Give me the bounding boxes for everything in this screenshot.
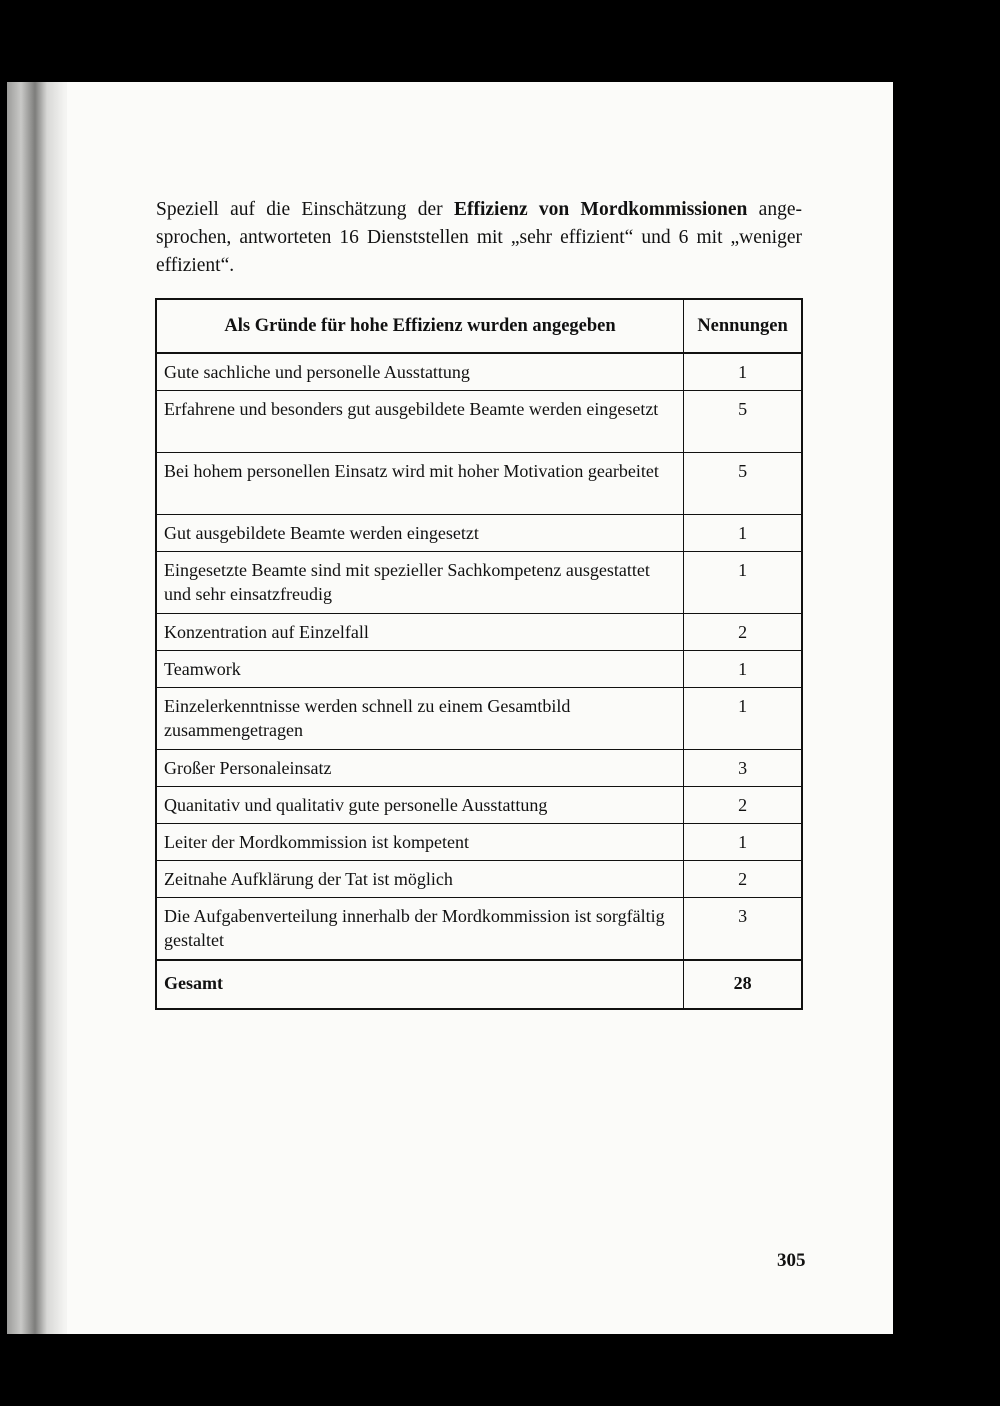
- reason-cell: Gut ausgebildete Beamte werden eingesetzt: [156, 515, 684, 552]
- reason-cell: Großer Personaleinsatz: [156, 750, 684, 787]
- table-row: [156, 353, 802, 391]
- table-row: [156, 824, 802, 861]
- header-reason: Als Gründe für hohe Effizienz wurden angegeben: [156, 299, 684, 353]
- reason-cell: Zeitnahe Aufklärung der Tat ist möglich: [156, 861, 684, 898]
- reason-cell: Einzelerkenntnisse werden schnell zu einem Gesamtbild zusammengetragen: [156, 688, 684, 750]
- table-row: [156, 552, 802, 614]
- table-row: [156, 391, 802, 453]
- count-cell: 1: [684, 688, 802, 750]
- reason-cell: Teamwork: [156, 651, 684, 688]
- table-row: [156, 515, 802, 552]
- count-cell: 5: [684, 391, 802, 453]
- table-row: [156, 898, 802, 961]
- page-number: 305: [777, 1250, 806, 1271]
- count-cell: 2: [684, 787, 802, 824]
- header-count: Nennungen: [684, 299, 802, 353]
- total-label: Gesamt: [156, 960, 684, 1009]
- reason-cell: Bei hohem personellen Einsatz wird mit hoher Motivation gearbeitet: [156, 453, 684, 515]
- intro-text-start: Speziell auf die Einschätzung der: [156, 199, 454, 220]
- count-cell: 2: [684, 861, 802, 898]
- table-row: [156, 861, 802, 898]
- reason-cell: Leiter der Mordkommission ist kompetent: [156, 824, 684, 861]
- count-cell: 1: [684, 651, 802, 688]
- efficiency-reasons-table: [155, 298, 803, 1010]
- reason-cell: Gute sachliche und personelle Ausstattung: [156, 353, 684, 391]
- count-cell: 1: [684, 515, 802, 552]
- table-row: [156, 787, 802, 824]
- reason-cell: Quanitativ und qualitativ gute personelle Ausstattung: [156, 787, 684, 824]
- count-cell: 1: [684, 824, 802, 861]
- table-row: [156, 688, 802, 750]
- table-row: [156, 453, 802, 515]
- reason-cell: Konzentration auf Einzelfall: [156, 614, 684, 651]
- count-cell: 3: [684, 898, 802, 961]
- table-row: [156, 651, 802, 688]
- reason-cell: Erfahrene und besonders gut ausgebildete Beamte werden eingesetzt: [156, 391, 684, 453]
- page-gutter-shadow: [7, 82, 67, 1334]
- intro-emphasis: Effizienz von Mordkommissionen: [453, 199, 748, 220]
- total-row: [156, 960, 802, 1009]
- count-cell: 1: [684, 552, 802, 614]
- table-row: [156, 614, 802, 651]
- reason-cell: Eingesetzte Beamte sind mit spezieller Sachkompetenz ausgestattet und sehr einsatzfreudig: [156, 552, 684, 614]
- count-cell: 2: [684, 614, 802, 651]
- table-row: [156, 750, 802, 787]
- total-value: 28: [684, 960, 802, 1009]
- count-cell: 1: [684, 353, 802, 391]
- intro-paragraph: [156, 196, 802, 280]
- intro-text-end: ange-sprochen, antworteten 16 Dienststellen mit „sehr effizient“ und 6 mit „weniger effizient“.: [156, 199, 802, 276]
- count-cell: 5: [684, 453, 802, 515]
- table-header-row: [156, 299, 802, 353]
- count-cell: 3: [684, 750, 802, 787]
- reason-cell: Die Aufgabenverteilung innerhalb der Mordkommission ist sorgfältig gestaltet: [156, 898, 684, 961]
- book-page: [7, 82, 893, 1334]
